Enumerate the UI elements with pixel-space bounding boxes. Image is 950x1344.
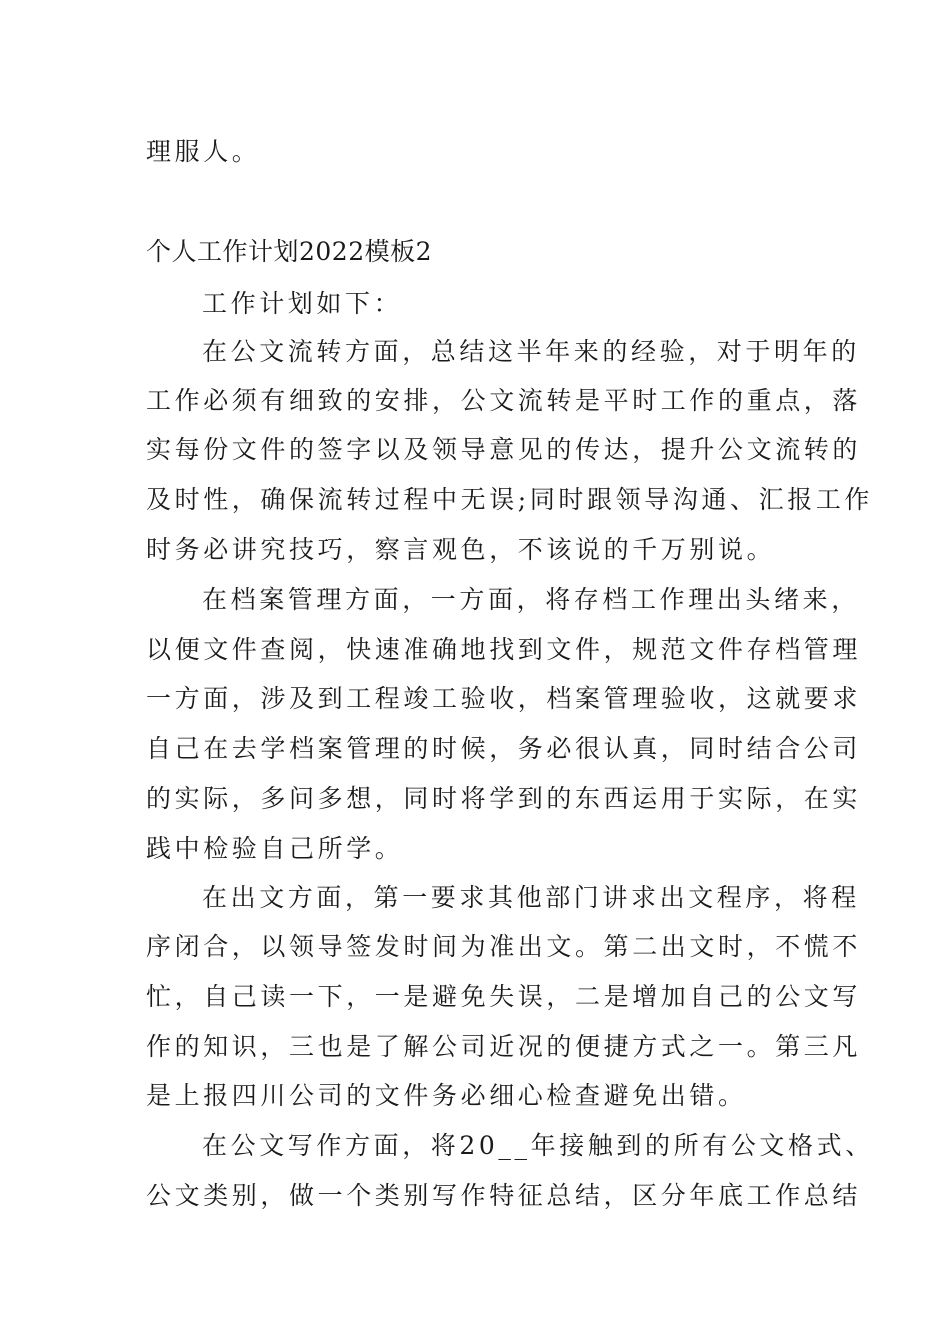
paragraph-line: 在出文方面，第一要求其他部门讲求出文程序，将程	[202, 883, 860, 912]
section-title: 个人工作计划2022模板2	[146, 237, 433, 266]
paragraph-line: 工作必须有细致的安排，公文流转是平时工作的重点，落	[146, 386, 862, 415]
paragraph-line: 序闭合，以领导签发时间为准出文。第二出文时，不慌不	[146, 932, 862, 961]
paragraph-line: 在公文写作方面，将20__年接触到的所有公文格式、	[202, 1131, 874, 1160]
paragraph-line: 及时性，确保流转过程中无误;同时跟领导沟通、汇报工作	[146, 485, 874, 514]
paragraph-line: 公文类别，做一个类别写作特征总结，区分年底工作总结	[146, 1181, 862, 1210]
paragraph-line: 忙，自己读一下，一是避免失误，二是增加自己的公文写	[146, 982, 862, 1011]
paragraph-line: 一方面，涉及到工程竣工验收，档案管理验收，这就要求	[146, 684, 862, 713]
paragraph-line: 在档案管理方面，一方面，将存档工作理出头绪来，	[202, 585, 860, 614]
intro-text: 工作计划如下：	[202, 289, 403, 318]
paragraph-line: 的实际，多问多想，同时将学到的东西运用于实际，在实	[146, 784, 862, 813]
paragraph-line: 时务必讲究技巧，察言观色，不该说的千万别说。	[146, 535, 776, 564]
paragraph-line: 作的知识，三也是了解公司近况的便捷方式之一。第三凡	[146, 1032, 862, 1061]
paragraph-line: 在公文流转方面，总结这半年来的经验，对于明年的	[202, 337, 860, 366]
paragraph-line: 是上报四川公司的文件务必细心检查避免出错。	[146, 1081, 747, 1110]
paragraph-line: 以便文件查阅，快速准确地找到文件，规范文件存档管理	[146, 635, 862, 664]
paragraph-line: 践中检验自己所学。	[146, 834, 404, 863]
paragraph-line: 实每份文件的签字以及领导意见的传达，提升公文流转的	[146, 435, 862, 464]
paragraph-line: 自己在去学档案管理的时候，务必很认真，同时结合公司	[146, 734, 862, 763]
continuation-text: 理服人。	[146, 137, 261, 166]
